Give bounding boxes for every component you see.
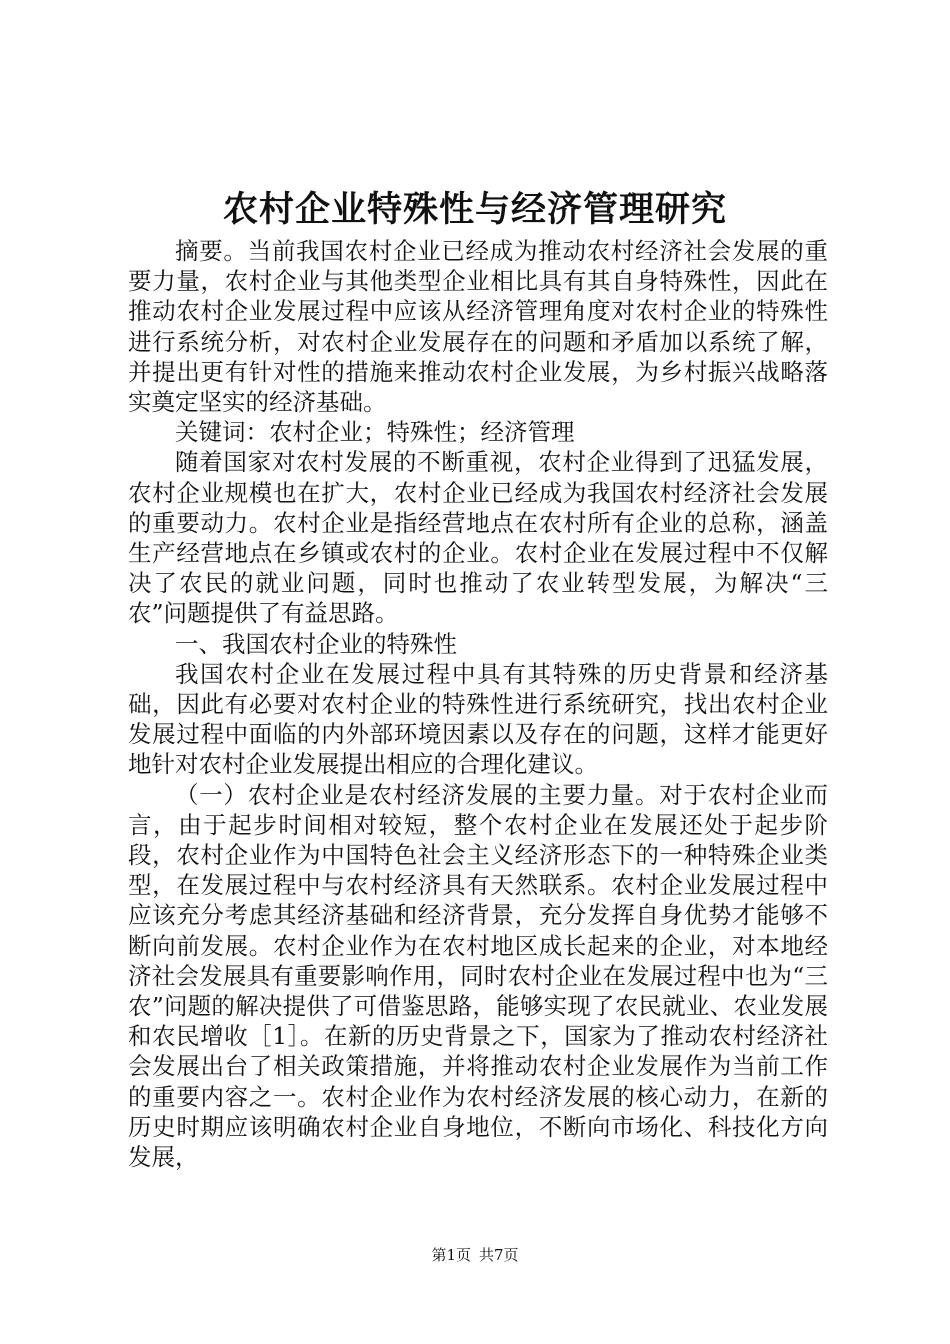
abstract-paragraph: 摘要。当前我国农村企业已经成为推动农村经济社会发展的重要力量，农村企业与其他类型企业相比具有其自身特殊性，因此在推动农村企业发展过程中应该从经济管理角度对农村企业的特殊性进行系统分析，对农村企业发展存在的问题和矛盾加以系统了解，并提出更有针对性的措施来推动农村企业发展，为乡村振兴战略落实奠定坚实的经济基础。 xyxy=(128,237,828,417)
keywords-paragraph: 关键词：农村企业；特殊性；经济管理 xyxy=(175,418,575,447)
intro-paragraph: 随着国家对农村发展的不断重视，农村企业得到了迅猛发展，农村企业规模也在扩大，农村企业已经成为我国农村经济社会发展的重要动力。农村企业是指经营地点在农村所有企业的总称，涵盖生产经营地点在乡镇或农村的企业。农村企业在发展过程中不仅解决了农民的就业问题，同时也推动了农业转型发展，为解决“三农”问题提供了有益思路。 xyxy=(128,448,828,628)
page-title: 农村企业特殊性与经济管理研究 xyxy=(222,189,727,230)
page-footer xyxy=(0,1245,950,1265)
document-body xyxy=(128,236,828,1172)
section-heading: 一、我国农村企业的特殊性 xyxy=(175,629,457,658)
page-total: 共7页 xyxy=(479,1246,519,1264)
page-number: 第1页 xyxy=(431,1246,471,1264)
subsection-paragraph: （一）农村企业是农村经济发展的主要力量。对于农村企业而言，由于起步时间相对较短，整个农村企业在发展还处于起步阶段，农村企业作为中国特色社会主义经济形态下的一种特殊企业类型，在发展过程中与农村经济具有天然联系。农村企业发展过程中应该充分考虑其经济基础和经济背景，充分发挥自身优势才能够不断向前发展。农村企业作为在农村地区成长起来的企业，对本地经济社会发展具有重要影响作用，同时农村企业在发展过程中也为“三农”问题的解决提供了可借鉴思路，能够实现了农民就业、农业发展和农民增收［1］。在新的历史背景之下，国家为了推动农村经济社会发展出台了相关政策措施，并将推动农村企业发展作为当前工作的重要内容之一。农村企业作为农村经济发展的核心动力，在新的历史时期应该明确农村企业自身地位，不断向市场化、科技化方向发展， xyxy=(128,780,828,1172)
section-paragraph: 我国农村企业在发展过程中具有其特殊的历史背景和经济基础，因此有必要对农村企业的特殊性进行系统研究，找出农村企业发展过程中面临的内外部环境因素以及存在的问题，这样才能更好地针对农村企业发展提出相应的合理化建议。 xyxy=(128,659,828,779)
